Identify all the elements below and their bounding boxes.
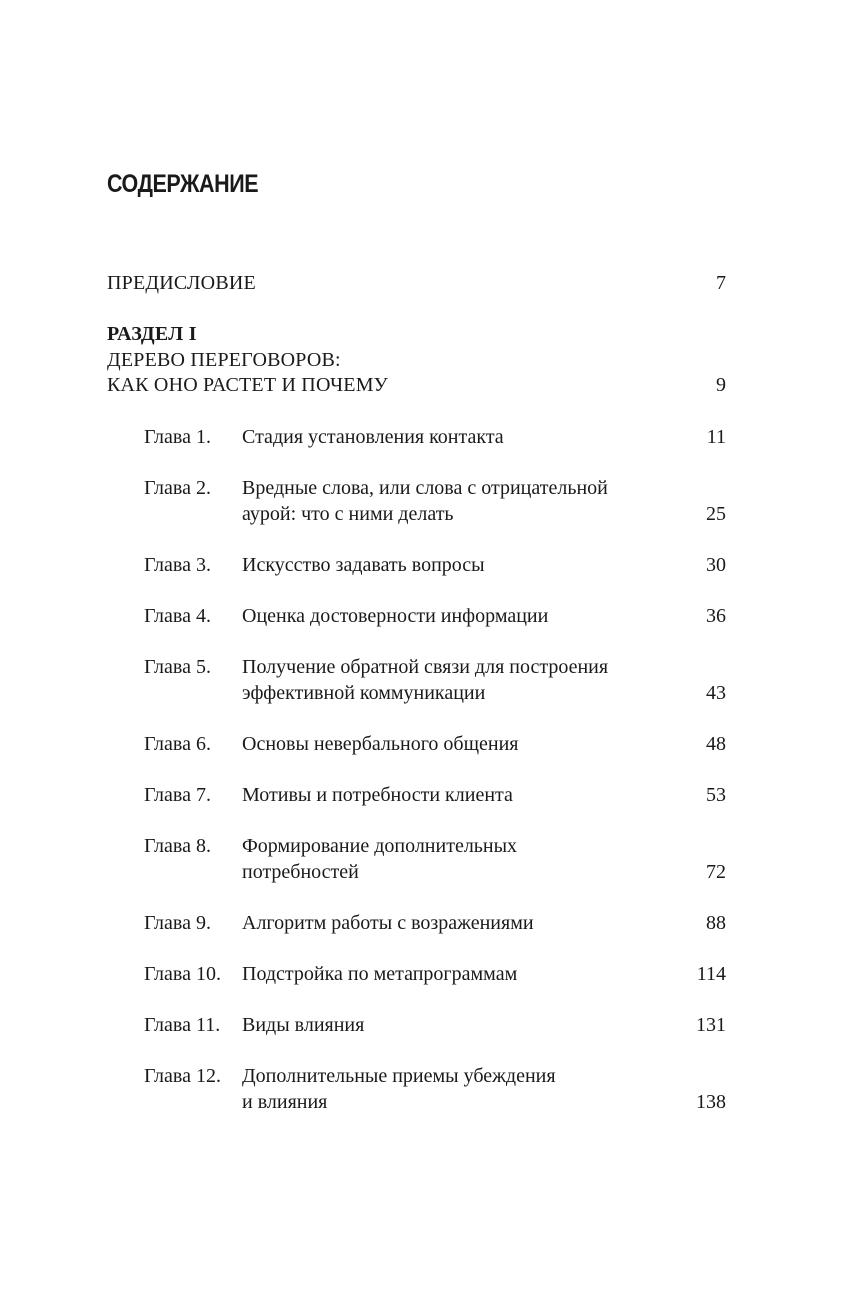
chapter-title-line: Мотивы и потребности клиента (242, 784, 513, 806)
chapter-title-line: Получение обратной связи для построения (242, 656, 609, 678)
page-number: 138 (696, 1090, 726, 1113)
chapter-label: Глава 4. (144, 605, 211, 627)
page-number: 43 (706, 681, 726, 704)
chapter-label: Глава 2. (144, 477, 211, 499)
section-title-line: КАК ОНО РАСТЕТ И ПОЧЕМУ (107, 374, 389, 396)
section-title-line: ДЕРЕВО ПЕРЕГОВОРОВ: (107, 348, 341, 371)
page-number: 9 (716, 374, 726, 396)
chapter-title-line: Виды влияния (242, 1014, 365, 1036)
page-title: СОДЕРЖАНИЕ (107, 170, 259, 198)
page-number: 11 (706, 426, 726, 448)
page-number: 25 (706, 502, 726, 525)
chapter-label: Глава 10. (144, 963, 221, 985)
page-number: 53 (706, 784, 726, 806)
chapter-label: Глава 8. (144, 835, 211, 857)
chapter-label: Глава 11. (144, 1014, 221, 1036)
page-number: 48 (706, 733, 726, 755)
section-label: РАЗДЕЛ I (107, 323, 197, 345)
chapter-title-line: Стадия установления контакта (242, 426, 504, 448)
chapter-title-line: Вредные слова, или слова с отрицательной (242, 477, 608, 499)
chapter-title-line: Алгоритм работы с возражениями (242, 912, 534, 934)
chapter-title-line: эффективной коммуникации (242, 681, 486, 704)
chapter-title-line: Основы невербального общения (242, 733, 519, 755)
chapter-label: Глава 9. (144, 912, 211, 934)
chapter-title-line: и влияния (242, 1090, 328, 1113)
chapter-label: Глава 12. (144, 1065, 221, 1087)
chapter-label: Глава 6. (144, 733, 211, 755)
chapter-title-line: потребностей (242, 860, 359, 883)
chapter-title-line: Формирование дополнительных (242, 835, 518, 857)
chapter-label: Глава 1. (144, 426, 211, 448)
page-number: 72 (706, 860, 726, 883)
page-number: 131 (696, 1014, 726, 1036)
page-number: 114 (696, 963, 726, 985)
chapter-label: Глава 5. (144, 656, 211, 678)
page-number: 36 (706, 605, 726, 627)
page-number: 30 (706, 554, 726, 576)
chapter-title-line: Оценка достоверности информации (242, 605, 549, 627)
page-number: 88 (706, 912, 726, 934)
chapter-title-line: Дополнительные приемы убеждения (242, 1065, 556, 1087)
chapter-title-line: Искусство задавать вопросы (242, 554, 485, 576)
preface-title: ПРЕДИСЛОВИЕ (107, 272, 256, 294)
page-number: 7 (716, 272, 726, 294)
chapter-title-line: Подстройка по метапрограммам (242, 963, 518, 985)
chapter-title-line: аурой: что с ними делать (242, 502, 454, 525)
chapter-label: Глава 3. (144, 554, 211, 576)
chapter-label: Глава 7. (144, 784, 211, 806)
